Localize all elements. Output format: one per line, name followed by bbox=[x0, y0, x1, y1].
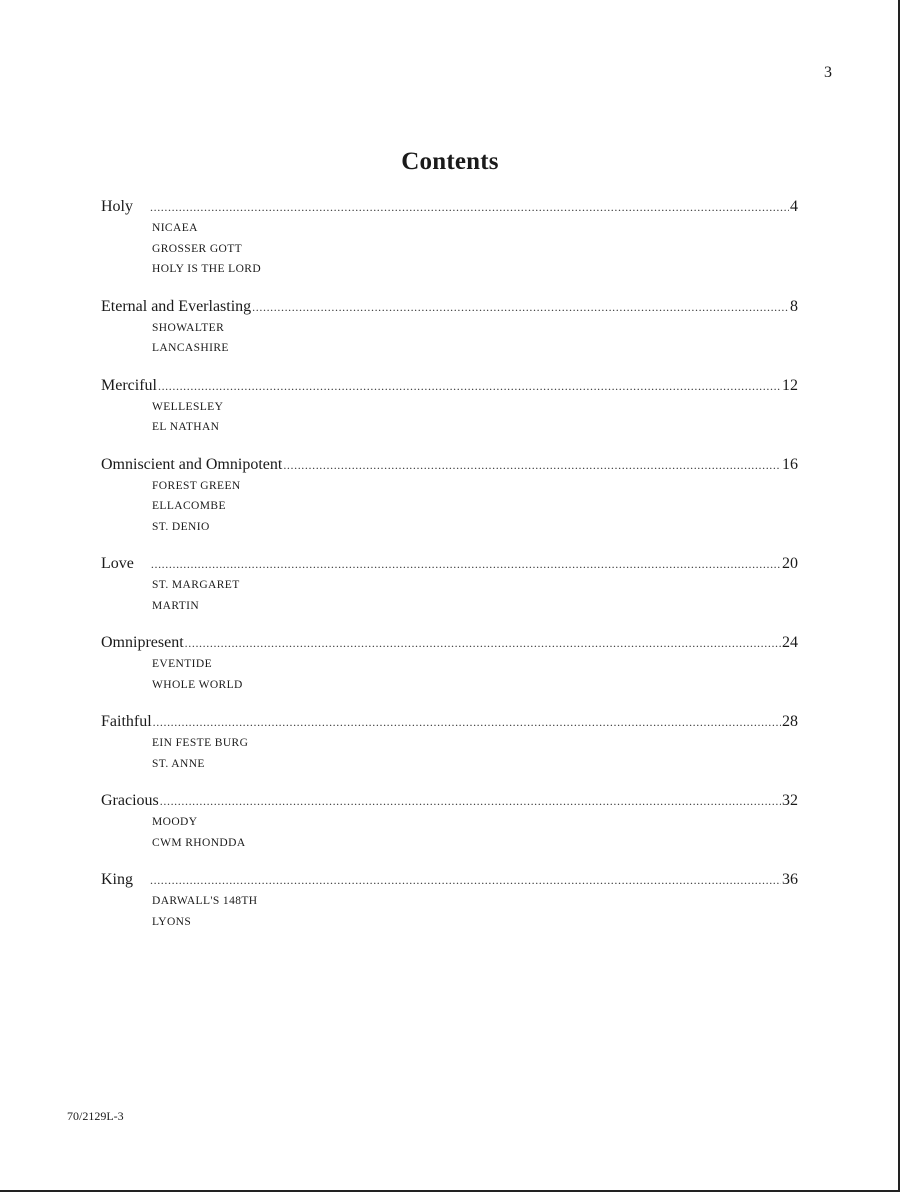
toc-entry-page: 4 bbox=[790, 198, 798, 215]
tune-name: DARWALL'S 148TH bbox=[152, 895, 258, 907]
tune-list bbox=[101, 654, 798, 695]
toc-entry-page: 20 bbox=[782, 555, 798, 572]
tune-name: EVENTIDE bbox=[152, 658, 213, 670]
toc-entry-label: Faithful bbox=[101, 713, 152, 730]
toc-section-omnipresent bbox=[101, 632, 798, 695]
tune-name: MOODY bbox=[152, 816, 198, 828]
toc-entry-label: Omniscient and Omnipotent bbox=[101, 455, 283, 473]
page-title: Contents bbox=[401, 148, 499, 175]
toc-entry-page: 16 bbox=[782, 455, 798, 473]
toc-section-omniscient bbox=[101, 454, 798, 538]
tune-name: ELLACOMBE bbox=[152, 500, 226, 512]
toc-section-merciful bbox=[101, 375, 798, 438]
toc-entry-page: 36 bbox=[782, 871, 798, 888]
tune-name: GROSSER GOTT bbox=[152, 242, 243, 255]
tune-name: ST. DENIO bbox=[152, 520, 210, 533]
tune-list bbox=[101, 891, 798, 932]
toc-entry-page: 32 bbox=[782, 792, 798, 809]
dot-leader bbox=[160, 790, 781, 812]
dot-leader bbox=[150, 196, 789, 218]
toc-entry-page: 24 bbox=[782, 634, 798, 651]
toc-entry-page: 8 bbox=[790, 297, 798, 315]
toc-entry-page: 12 bbox=[782, 376, 798, 394]
toc-entry-label: Merciful bbox=[101, 376, 157, 394]
toc-section-holy bbox=[101, 196, 798, 280]
toc-section-love bbox=[101, 553, 798, 616]
tune-name: ST. ANNE bbox=[152, 757, 205, 770]
tune-list bbox=[101, 397, 798, 438]
toc-entry-label: Love bbox=[101, 555, 134, 572]
tune-name: FOREST GREEN bbox=[152, 479, 241, 492]
toc-entry[interactable] bbox=[101, 454, 798, 476]
toc-entry[interactable] bbox=[101, 711, 798, 733]
tune-list bbox=[101, 812, 798, 853]
tune-name: LYONS bbox=[152, 915, 192, 928]
dot-leader bbox=[283, 454, 781, 476]
toc-entry-label: Gracious bbox=[101, 792, 159, 809]
toc-entry[interactable] bbox=[101, 196, 798, 218]
tune-name: WHOLE WORLD bbox=[152, 678, 243, 691]
catalog-code: 70/2129L-3 bbox=[67, 1109, 124, 1123]
tune-name: MARTIN bbox=[152, 599, 200, 612]
tune-name: EIN FESTE BURG bbox=[152, 737, 249, 749]
tune-name: NICAEA bbox=[152, 222, 198, 234]
toc-section-gracious bbox=[101, 790, 798, 853]
toc-entry[interactable] bbox=[101, 869, 798, 891]
toc-entry-label: Omnipresent bbox=[101, 634, 184, 651]
tune-list bbox=[101, 218, 798, 280]
toc-section-faithful bbox=[101, 711, 798, 774]
tune-name: HOLY IS THE LORD bbox=[152, 263, 262, 275]
tune-list bbox=[101, 733, 798, 774]
toc-entry-page: 28 bbox=[782, 713, 798, 730]
toc-entry[interactable] bbox=[101, 375, 798, 397]
tune-name: CWM RHONDDA bbox=[152, 836, 246, 849]
tune-list bbox=[101, 575, 798, 616]
dot-leader bbox=[185, 632, 781, 654]
dot-leader bbox=[158, 375, 781, 397]
toc-entry-label: Eternal and Everlasting bbox=[101, 297, 252, 315]
table-of-contents bbox=[101, 196, 798, 948]
toc-entry[interactable] bbox=[101, 553, 798, 575]
dot-leader bbox=[151, 553, 781, 575]
toc-entry[interactable] bbox=[101, 632, 798, 654]
tune-list bbox=[101, 318, 798, 359]
toc-section-king bbox=[101, 869, 798, 932]
dot-leader bbox=[150, 869, 781, 891]
dot-leader bbox=[153, 711, 781, 733]
tune-name: WELLESLEY bbox=[152, 400, 224, 413]
tune-name: SHOWALTER bbox=[152, 321, 225, 334]
toc-entry[interactable] bbox=[101, 296, 798, 318]
toc-entry[interactable] bbox=[101, 790, 798, 812]
tune-list bbox=[101, 476, 798, 538]
tune-name: EL NATHAN bbox=[152, 421, 220, 433]
page-number: 3 bbox=[824, 64, 832, 81]
tune-name: LANCASHIRE bbox=[152, 342, 229, 354]
toc-entry-label: Holy bbox=[101, 198, 133, 215]
dot-leader bbox=[252, 296, 789, 318]
tune-name: ST. MARGARET bbox=[152, 579, 240, 591]
toc-section-eternal bbox=[101, 296, 798, 359]
toc-entry-label: King bbox=[101, 871, 133, 888]
